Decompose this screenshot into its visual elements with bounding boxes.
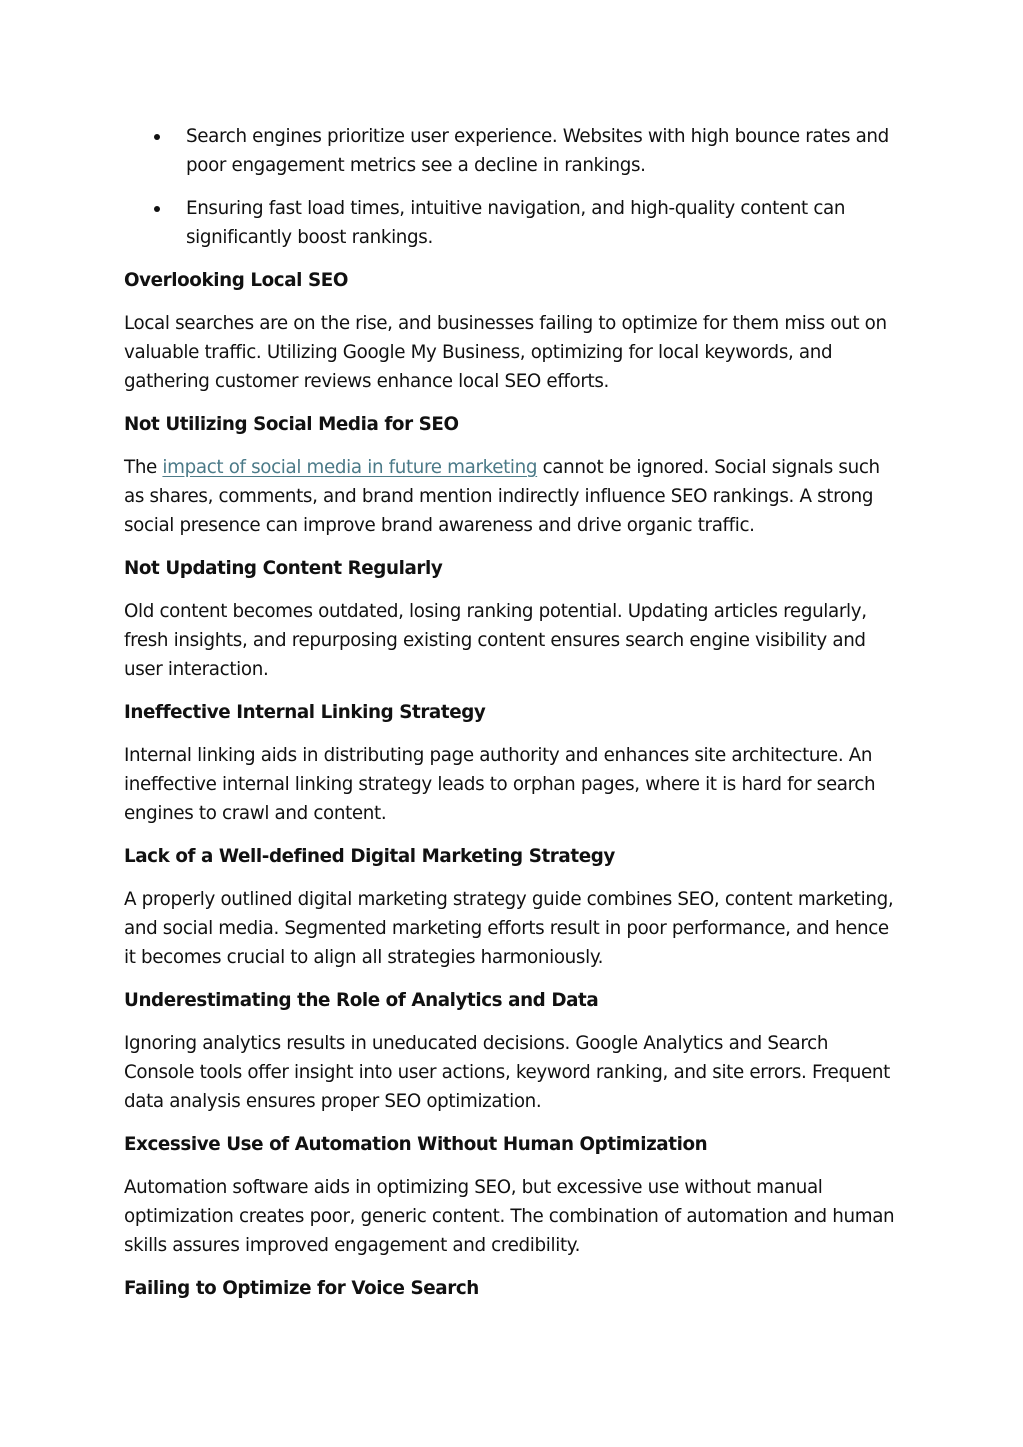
paragraph-social-media [124,453,896,540]
heading-updating-content: Not Updating Content Regularly [124,558,443,579]
text-segment: cannot be ignored. Social signals such as shares, comments, and brand mention indirectly influence SEO rankings. A strong social presence can improve brand awareness and drive organic traffic. [124,457,880,536]
document-page [124,122,896,1317]
heading-local-seo: Overlooking Local SEO [124,270,348,291]
list-item [124,122,896,180]
list-item [124,194,896,252]
bullet-list [124,122,896,252]
heading-social-media: Not Utilizing Social Media for SEO [124,414,459,435]
paragraph-marketing-strategy: A properly outlined digital marketing strategy guide combines SEO, content marketing, and social media. Segmented marketing efforts result in poor performance, and hence it becomes crucial to align all strategies harmoniously. [124,889,894,968]
paragraph-local-seo: Local searches are on the rise, and businesses failing to optimize for them miss out on valuable traffic. Utilizing Google My Business, optimizing for local keywords, and gathering customer reviews enhance local SEO efforts. [124,313,887,392]
bullet-icon [154,206,160,212]
heading-automation: Excessive Use of Automation Without Human Optimization [124,1134,708,1155]
heading-analytics: Underestimating the Role of Analytics and Data [124,990,599,1011]
paragraph-internal-linking: Internal linking aids in distributing page authority and enhances site architecture. An ineffective internal linking strategy leads to orphan pages, where it is hard for search engines to crawl and content. [124,745,876,824]
bullet-text: Search engines prioritize user experience. Websites with high bounce rates and poor engagement metrics see a decline in rankings. [186,126,889,176]
social-media-marketing-link[interactable]: impact of social media in future marketing [162,457,538,478]
heading-voice-search: Failing to Optimize for Voice Search [124,1278,479,1299]
text-segment: The [124,457,163,478]
bullet-icon [154,134,160,140]
heading-marketing-strategy: Lack of a Well-defined Digital Marketing Strategy [124,846,615,867]
paragraph-analytics: Ignoring analytics results in uneducated decisions. Google Analytics and Search Console tools offer insight into user actions, keyword ranking, and site errors. Frequent data analysis ensures proper SEO optimization. [124,1033,890,1112]
heading-internal-linking: Ineffective Internal Linking Strategy [124,702,486,723]
paragraph-updating-content: Old content becomes outdated, losing ranking potential. Updating articles regularly, fresh insights, and repurposing existing content ensures search engine visibility and user interaction. [124,601,867,680]
bullet-text: Ensuring fast load times, intuitive navigation, and high-quality content can significantly boost rankings. [186,198,846,248]
paragraph-automation: Automation software aids in optimizing SEO, but excessive use without manual optimization creates poor, generic content. The combination of automation and human skills assures improved engagement and credibility. [124,1177,895,1256]
